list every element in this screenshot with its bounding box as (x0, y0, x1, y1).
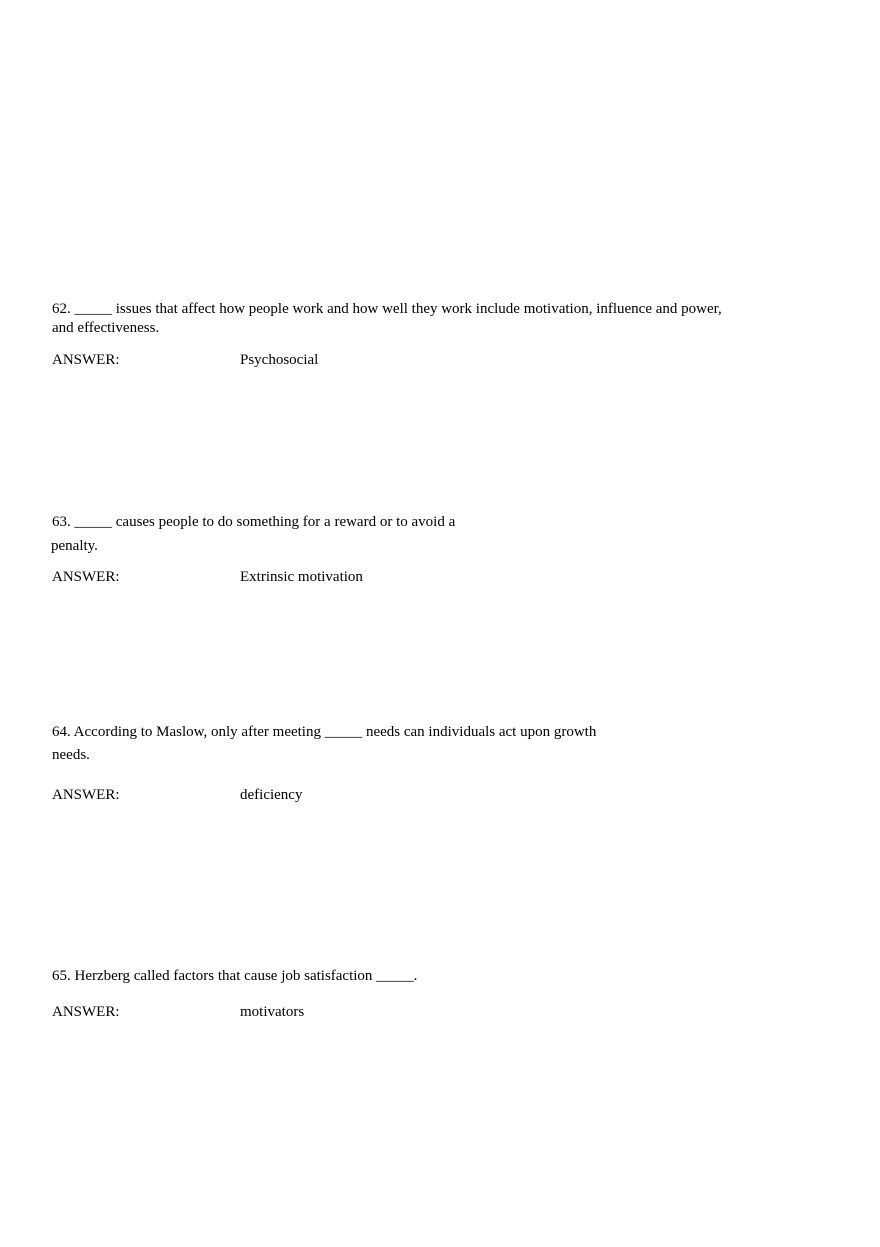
question-62-answer-label: ANSWER: (52, 352, 120, 368)
question-62-text-line2: and effectiveness. (52, 320, 160, 336)
question-64-text-line2: needs. (52, 747, 90, 763)
question-63-text-line2: penalty. (51, 538, 98, 554)
question-62-text-line1: 62. _____ issues that affect how people work and how well they work include motivation, influence and power, (52, 301, 722, 317)
question-65-answer-label: ANSWER: (52, 1004, 120, 1020)
question-63-answer: Extrinsic motivation (240, 569, 363, 585)
question-64-answer-label: ANSWER: (52, 787, 120, 803)
question-65-text-line1: 65. Herzberg called factors that cause job satisfaction _____. (52, 968, 418, 984)
question-62-answer: Psychosocial (240, 352, 319, 368)
question-63-answer-label: ANSWER: (52, 569, 120, 585)
question-65-answer: motivators (240, 1004, 305, 1020)
question-64-text-line1: 64. According to Maslow, only after meeting _____ needs can individuals act upon growth (52, 724, 597, 740)
question-63-text-line1: 63. _____ causes people to do something for a reward or to avoid a (52, 514, 456, 530)
question-64-answer: deficiency (240, 787, 303, 803)
